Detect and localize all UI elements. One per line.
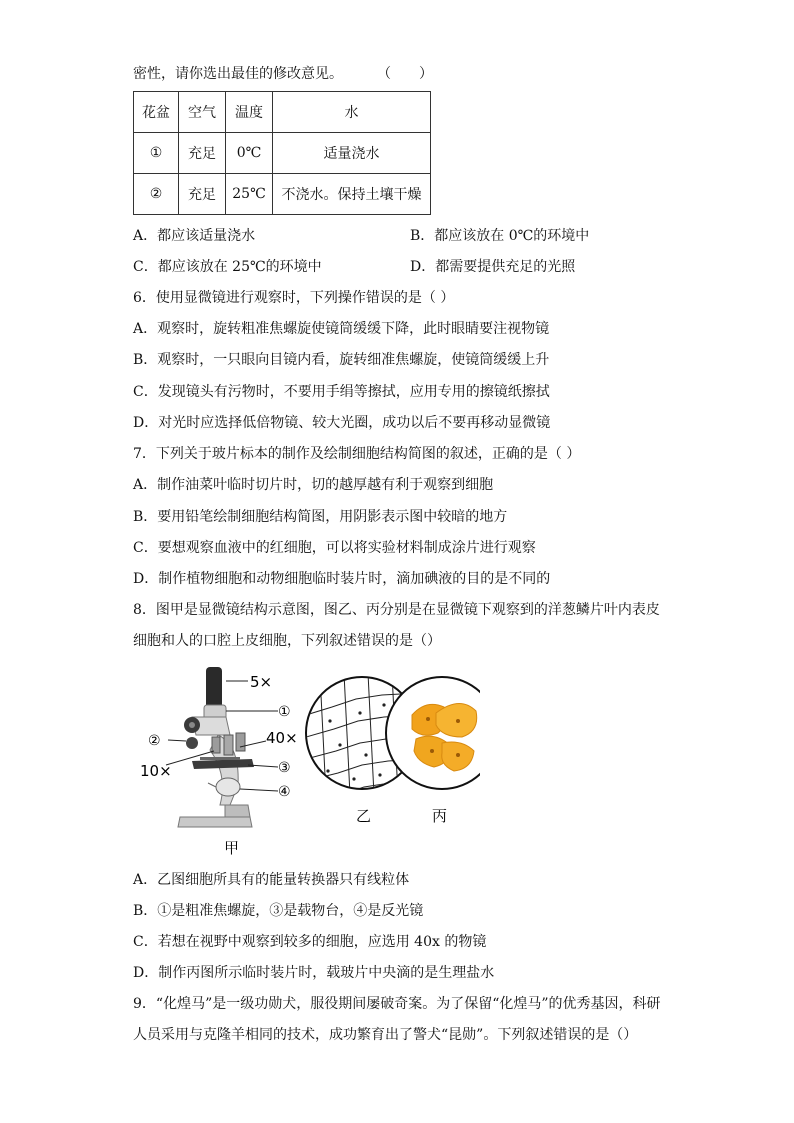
q5-option-a[interactable]: A．都应该适量浇水 bbox=[133, 228, 256, 244]
microscope-figure bbox=[130, 655, 480, 860]
table-row bbox=[134, 174, 431, 215]
table-header-cell: 空气 bbox=[179, 92, 226, 133]
objective-40x-label: 40× bbox=[266, 729, 298, 747]
q6-option-d[interactable]: D．对光时应选择低倍物镜、较大光圈，成功以后不要再移动显微镜 bbox=[133, 415, 551, 431]
q5-answer-paren: （ ） bbox=[377, 66, 433, 82]
q8-stem-line1: 8．图甲是显微镜结构示意图，图乙、丙分别是在显微镜下观察到的洋葱鳞片叶内表皮 bbox=[133, 602, 660, 618]
q5-experiment-table bbox=[133, 91, 431, 215]
mark-2-label: ② bbox=[148, 733, 161, 749]
table-row bbox=[134, 133, 431, 174]
q6-option-c[interactable]: C．发现镜头有污物时，不要用手绢等擦拭，应用专用的擦镜纸擦拭 bbox=[133, 384, 550, 400]
caption-jia: 甲 bbox=[224, 839, 240, 857]
table-header-cell: 温度 bbox=[226, 92, 273, 133]
table-cell: ① bbox=[134, 133, 179, 174]
caption-bing: 丙 bbox=[432, 807, 448, 825]
q8-option-c[interactable]: C．若想在视野中观察到较多的细胞，应选用 40x 的物镜 bbox=[133, 934, 487, 950]
q7-option-b[interactable]: B．要用铅笔绘制细胞结构简图，用阴影表示图中较暗的地方 bbox=[133, 509, 508, 525]
q6-stem: 6．使用显微镜进行观察时，下列操作错误的是（ ） bbox=[133, 290, 455, 306]
table-cell: 0℃ bbox=[226, 133, 273, 174]
table-cell: ② bbox=[134, 174, 179, 215]
q6-option-b[interactable]: B．观察时，一只眼向目镜内看，旋转细准焦螺旋，使镜筒缓缓上升 bbox=[133, 352, 550, 368]
q5-option-d[interactable]: D．都需要提供充足的光照 bbox=[410, 259, 576, 275]
mark-1-label: ① bbox=[278, 704, 291, 720]
caption-yi: 乙 bbox=[356, 807, 372, 825]
q7-option-c[interactable]: C．要想观察血液中的红细胞，可以将实验材料制成涂片进行观察 bbox=[133, 540, 536, 556]
table-cell: 充足 bbox=[179, 174, 226, 215]
table-cell: 充足 bbox=[179, 133, 226, 174]
q6-option-a[interactable]: A．观察时，旋转粗准焦螺旋使镜筒缓缓下降，此时眼睛要注视物镜 bbox=[133, 321, 550, 337]
q9-stem-line2: 人员采用与克隆羊相同的技术，成功繁育出了警犬“昆勋”。下列叙述错误的是（） bbox=[133, 1027, 638, 1043]
table-header-row bbox=[134, 92, 431, 133]
q5-stem-text: 密性，请你选出最佳的修改意见。 bbox=[133, 66, 343, 82]
q8-stem-line2: 细胞和人的口腔上皮细胞，下列叙述错误的是（） bbox=[133, 633, 441, 649]
table-cell: 25℃ bbox=[226, 174, 273, 215]
table-cell: 适量浇水 bbox=[273, 133, 431, 174]
q5-stem-tail bbox=[133, 64, 433, 84]
objective-10x-label: 10× bbox=[140, 762, 172, 780]
q7-option-d[interactable]: D．制作植物细胞和动物细胞临时装片时，滴加碘液的目的是不同的 bbox=[133, 571, 551, 587]
eyepiece-label: 5× bbox=[250, 673, 273, 691]
table-cell: 不浇水。保持土壤干燥 bbox=[273, 174, 431, 215]
q5-option-b[interactable]: B．都应该放在 0℃的环境中 bbox=[410, 228, 590, 244]
q8-option-a[interactable]: A．乙图细胞所具有的能量转换器只有线粒体 bbox=[133, 872, 410, 888]
table-header-cell: 水 bbox=[273, 92, 431, 133]
mark-4-label: ④ bbox=[278, 784, 291, 800]
q7-stem: 7．下列关于玻片标本的制作及绘制细胞结构简图的叙述，正确的是（ ） bbox=[133, 446, 581, 462]
q9-stem-line1: 9．“化煌马”是一级功勋犬，服役期间屡破奇案。为了保留“化煌马”的优秀基因，科研 bbox=[133, 996, 661, 1012]
mark-3-label: ③ bbox=[278, 760, 291, 776]
q8-option-b[interactable]: B．①是粗准焦螺旋，③是载物台，④是反光镜 bbox=[133, 903, 424, 919]
microscope-illustration bbox=[178, 667, 254, 827]
q8-option-d[interactable]: D．制作丙图所示临时装片时，载玻片中央滴的是生理盐水 bbox=[133, 965, 495, 981]
q7-option-a[interactable]: A．制作油菜叶临时切片时，切的越厚越有利于观察到细胞 bbox=[133, 477, 494, 493]
q5-option-c[interactable]: C．都应该放在 25℃的环境中 bbox=[133, 259, 322, 275]
table-header-cell: 花盆 bbox=[134, 92, 179, 133]
